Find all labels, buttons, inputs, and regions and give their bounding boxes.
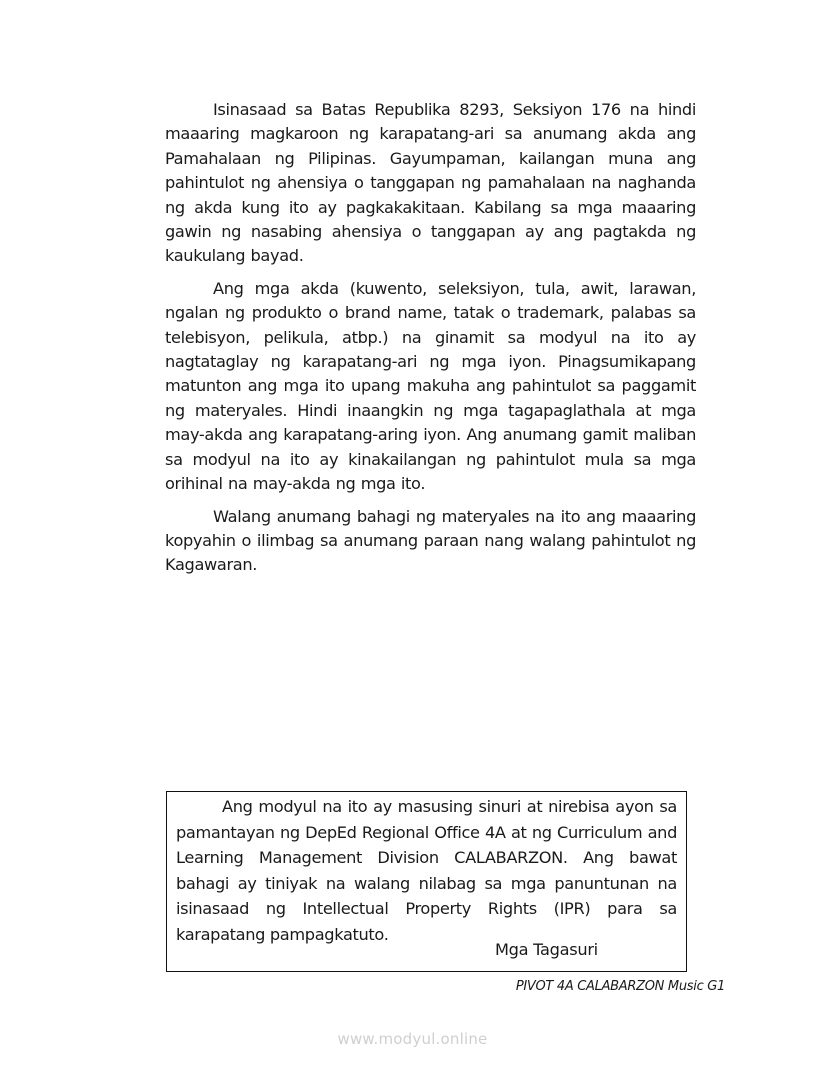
review-statement-box bbox=[166, 791, 687, 972]
watermark: www.modyul.online bbox=[337, 1030, 488, 1048]
copyright-notice bbox=[165, 98, 696, 586]
paragraph-copyright-law: Isinasaad sa Batas Republika 8293, Seksiyon 176 na hindi maaaring magkaroon ng karapatang-ari sa anumang akda ang Pamahalaan ng Pilipinas. Gayumpaman, kailangan muna ang pahintulot ng ahensiya o tanggapan ng pamahalaan na naghanda ng akda kung ito ay pagkakakitaan. Kabilang sa mga maaaring gawin ng nasabing ahensiya o tanggapan ay ang pagtakda ng kaukulang bayad. bbox=[165, 100, 696, 266]
review-statement-text: Ang modyul na ito ay masusing sinuri at nirebisa ayon sa pamantayan ng DepEd Regional Office 4A at ng Curriculum and Learning Management Division CALABARZON. Ang bawat bahagi ay tiniyak na walang nilabag sa mga panuntunan na isinasaad ng Intellectual Property Rights (IPR) para sa karapatang pampagkatuto. bbox=[176, 797, 677, 944]
footer-module-label: PIVOT 4A CALABARZON Music G1 bbox=[515, 979, 725, 994]
paragraph-reproduction-restriction: Walang anumang bahagi ng materyales na ito ang maaaring kopyahin o ilimbag sa anumang paraan nang walang pahintulot ng Kagawaran. bbox=[165, 506, 696, 575]
paragraph-third-party-works: Ang mga akda (kuwento, seleksiyon, tula, awit, larawan, ngalan ng produkto o brand name, tatak o trademark, palabas sa telebisyon, pelikula, atbp.) na ginamit sa modyul na ito ay nagtataglay ng karapatang-ari ng mga iyon. Pinagsumikapang matunton ang mga ito upang makuha ang pahintulot sa paggamit ng materyales. Hindi inaangkin ng mga tagapaglathala at mga may-akda ang karapatang-aring iyon. Ang anumang gamit maliban sa modyul na ito ay kinakailangan ng pahintulot mula sa mga orihinal na may-akda ng mga ito. bbox=[165, 278, 696, 494]
reviewers-signature: Mga Tagasuri bbox=[495, 940, 598, 959]
